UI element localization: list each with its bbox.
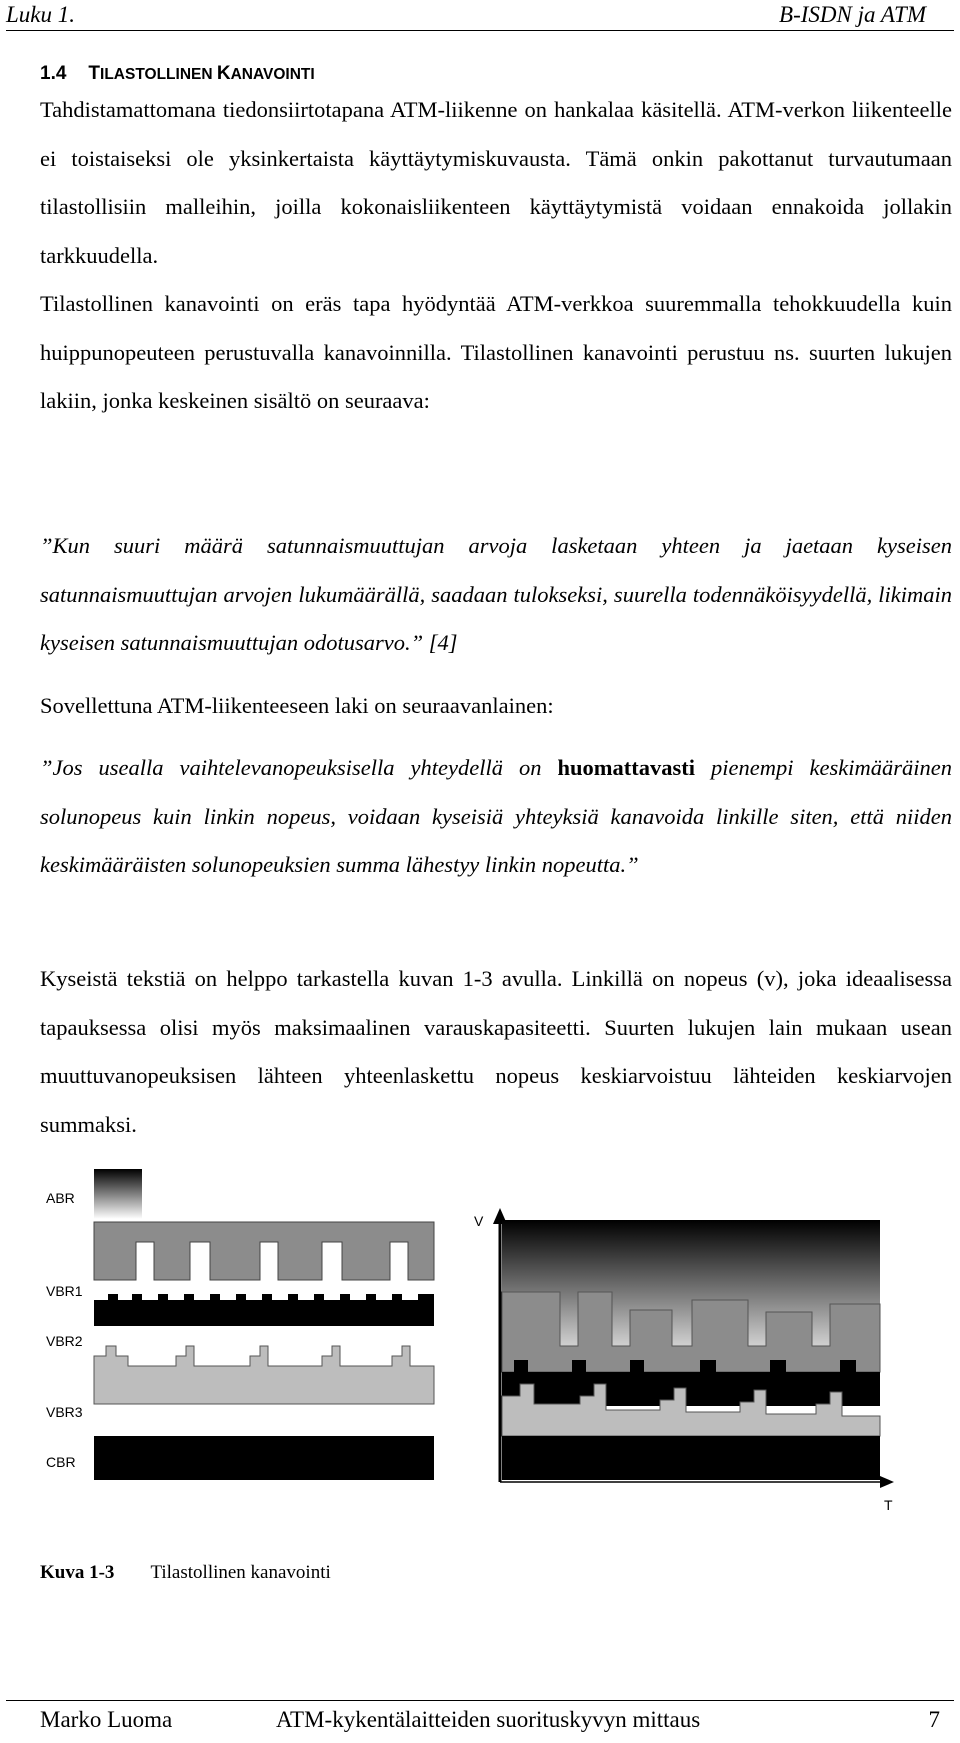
section-title-part-2: ANAVOINTI <box>230 66 315 83</box>
paragraph-intro: Tahdistamattomana tiedonsiirtotapana ATM-liikenne on hankalaa käsitellä. ATM-verkon liikenteelle ei toistaiseksi ole yksinkertaista käyttäytymiskuvausta. Tämä onkin pakottanut turvautumaan tilastollisiin malleihin, joilla kokonaisliikenteen käyttäytymistä voidaan ennakoida jollakin tarkkuudella. <box>40 97 952 268</box>
page-footer <box>6 1700 954 1741</box>
section-number: 1.4 <box>40 63 67 84</box>
footer-author: Marko Luoma <box>40 1707 173 1732</box>
label-t-axis: T <box>884 1497 893 1513</box>
paragraph-figure-explanation: Kyseistä tekstiä on helppo tarkastella kuvan 1-3 avulla. Linkillä on nopeus (v), joka ideaalisessa tapauksessa olisi myös maksimaalinen varauskapasiteetti. Suurten lukujen lain mukaan usean muuttuvanopeuksisen lähteen yhteenlaskettu nopeus keskiarvoistuu lähteiden keskiarvojen summaksi. <box>40 966 952 1137</box>
quote-atm-law <box>40 744 952 890</box>
paragraph-statistical-multiplexing: Tilastollinen kanavointi on eräs tapa hyödyntää ATM-verkkoa suuremmalla tehokkuudella kuin huippunopeuteen perustuvalla kanavoinnilla. Tilastollinen kanavointi perustuu ns. suurten lukujen lakiin, jonka keskeinen sisältö on seuraava: <box>40 291 952 413</box>
header-chapter: Luku 1. <box>6 2 75 27</box>
aggregate-cbr <box>502 1436 880 1480</box>
section-title-initial-1: T <box>88 63 101 84</box>
caption-label: Kuva 1-3 <box>40 1562 115 1583</box>
quote-law-of-large-numbers: ”Kun suuri määrä satunnaismuuttujan arvoja lasketaan yhteen ja jaetaan kyseisen satunnaismuuttujan arvojen lukumäärällä, saadaan tulokseksi, suurella todennäköisyydellä, likimain kyseisen satunnaismuuttujan odotusarvo.” [4] <box>40 533 952 655</box>
source-abr <box>94 1169 142 1219</box>
source-cbr <box>94 1436 434 1480</box>
section-heading <box>40 63 315 85</box>
label-vbr1: VBR1 <box>46 1283 83 1299</box>
label-v-axis: V <box>474 1213 484 1229</box>
caption-text: Tilastollinen kanavointi <box>150 1562 331 1583</box>
page-header <box>6 0 954 31</box>
label-vbr2: VBR2 <box>46 1333 83 1349</box>
quote-atm-law-end: pienempi keskimääräinen solunopeus kuin linkin nopeus, voidaan kyseisiä yhteyksiä kanavoida linkille siten, että niiden keskimääräisten solunopeuksien summa lähestyy linkin nopeutta.” <box>40 755 952 877</box>
footer-title: ATM-kykentälaitteiden suorituskyvyn mittaus <box>276 1707 701 1732</box>
source-vbr1 <box>94 1222 434 1280</box>
label-cbr: CBR <box>46 1454 76 1470</box>
label-vbr3: VBR3 <box>46 1404 83 1420</box>
quote-atm-law-emphasis: huomattavasti <box>557 755 696 780</box>
header-title: B-ISDN ja ATM <box>779 2 926 27</box>
source-vbr3 <box>94 1346 434 1404</box>
figure-statistical-multiplexing <box>0 1160 960 1570</box>
footer-page-number: 7 <box>928 1707 940 1732</box>
label-abr: ABR <box>46 1190 75 1206</box>
figure-caption <box>40 1562 331 1584</box>
axis-t-arrow <box>880 1476 894 1488</box>
source-vbr2 <box>94 1294 434 1326</box>
section-title-part-1: ILASTOLLINEN <box>100 66 217 83</box>
paragraph-applied: Sovellettuna ATM-liikenteeseen laki on seuraavanlainen: <box>40 693 554 718</box>
section-title-initial-2: K <box>216 63 231 84</box>
quote-atm-law-start: ”Jos usealla vaihtelevanopeuksisella yhteydellä on <box>40 755 558 780</box>
